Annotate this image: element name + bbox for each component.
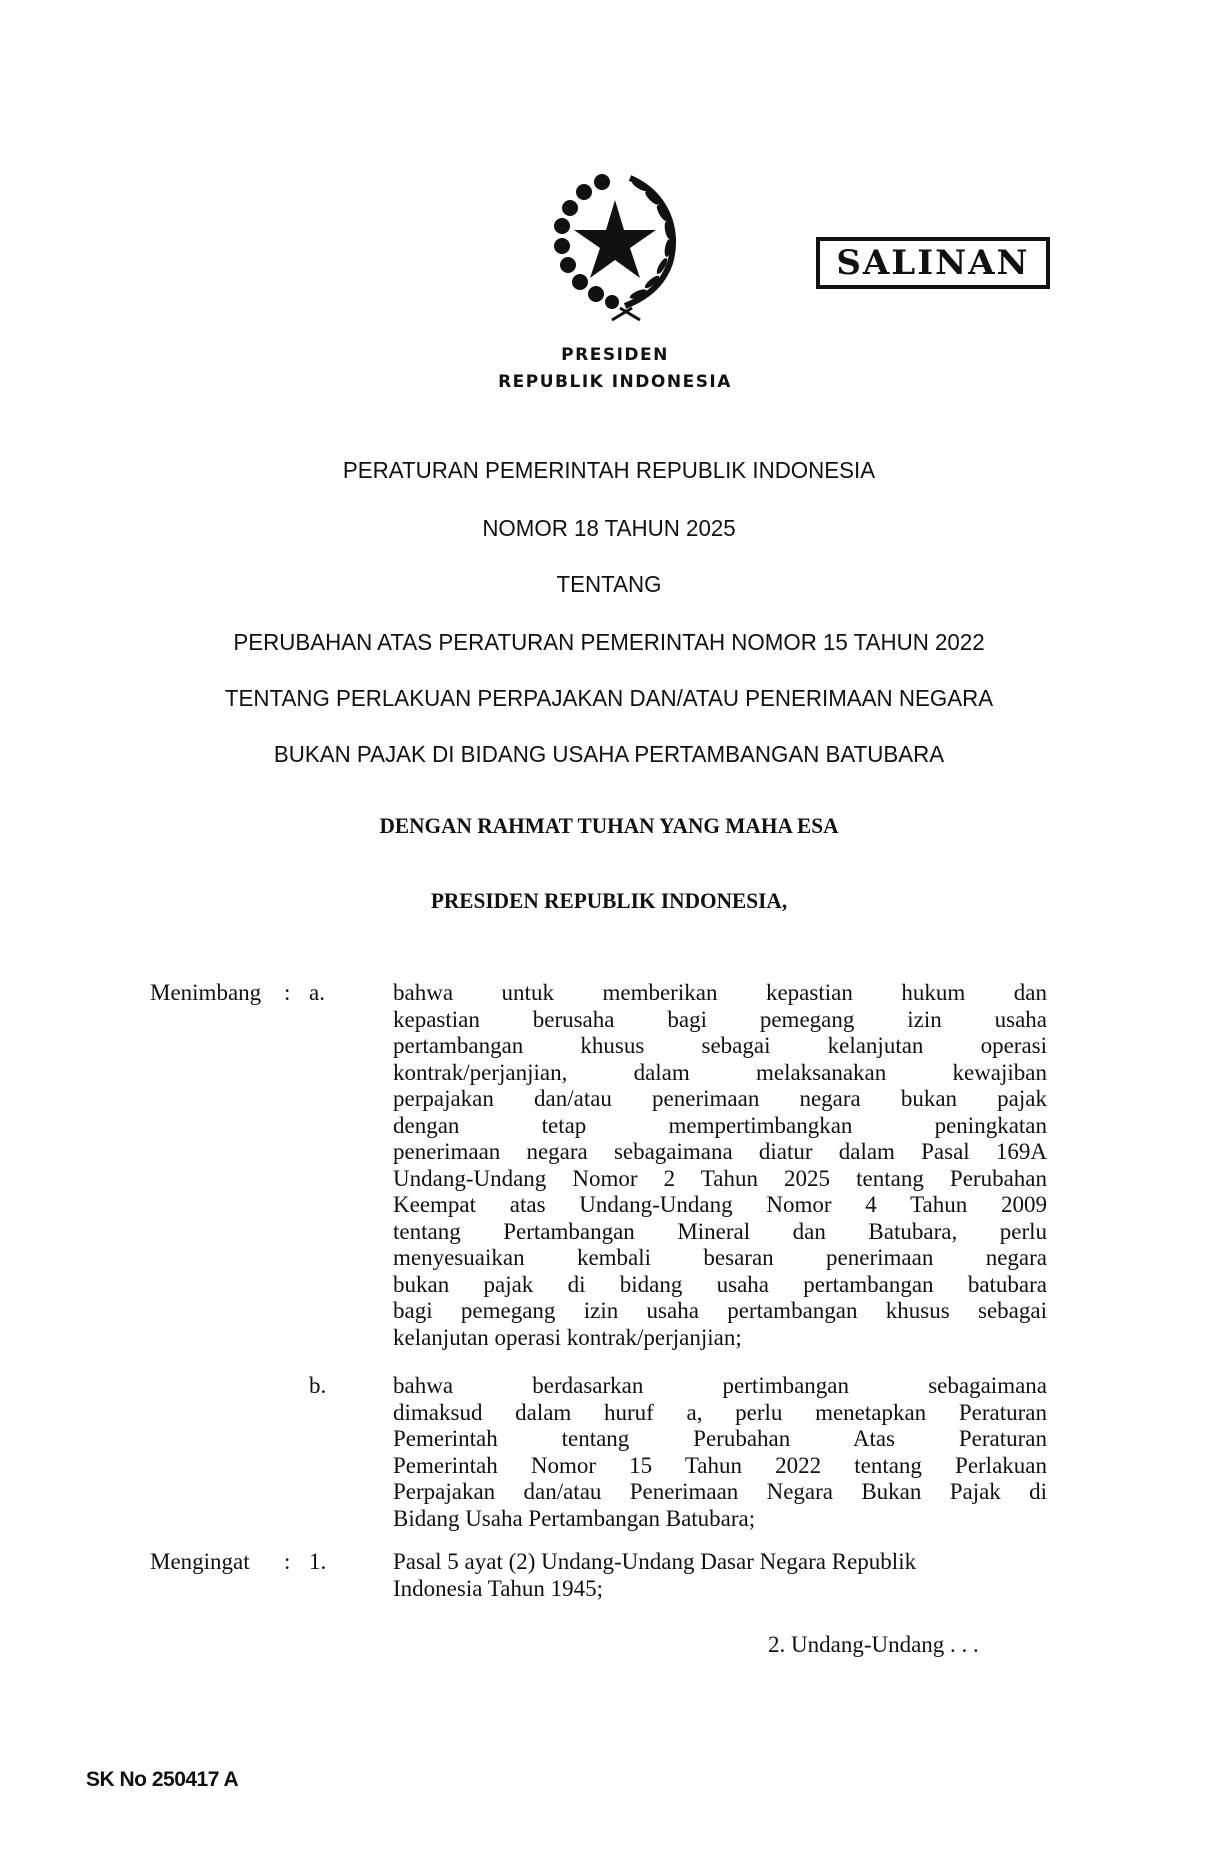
- mengingat-1-text: [393, 1549, 1047, 1602]
- mengingat-label: Mengingat: [150, 1549, 250, 1574]
- text-line: kelanjutan operasi kontrak/perjanjian;: [393, 1324, 742, 1350]
- text-line: Keempat atas Undang-Undang Nomor 4 Tahun 2009: [393, 1192, 1047, 1217]
- text-line: Pemerintah Nomor 15 Tahun 2022 tentang Perlakuan: [393, 1452, 1047, 1478]
- document-serial-code: SK No 250417 A: [86, 1768, 239, 1791]
- page-continuation-catchword: 2. Undang-Undang . . .: [768, 1632, 979, 1657]
- text-line: bukan pajak di bidang usaha pertambangan batubara: [393, 1271, 1047, 1297]
- menimbang-colon: :: [284, 980, 291, 1005]
- salinan-stamp-text: SALINAN: [836, 243, 1030, 283]
- text-line: tentang Pertambangan Mineral dan Batubara, perlu: [393, 1218, 1047, 1244]
- text-line: kepastian berusaha bagi pemegang izin usaha: [393, 1006, 1047, 1032]
- text-line: bahwa berdasarkan pertimbangan sebagaimana: [393, 1373, 1047, 1398]
- mengingat-colon: :: [284, 1549, 291, 1574]
- text-line: Undang-Undang Nomor 2 Tahun 2025 tentang Perubahan: [393, 1165, 1047, 1191]
- emblem-caption-presiden: PRESIDEN: [561, 345, 669, 365]
- regulation-subject-line-2: TENTANG PERLAKUAN PERPAJAKAN DAN/ATAU PENERIMAAN NEGARA: [224, 685, 994, 711]
- regulation-number: NOMOR 18 TAHUN 2025: [482, 515, 736, 541]
- regulation-tentang: TENTANG: [556, 571, 662, 597]
- regulation-title: PERATURAN PEMERINTAH REPUBLIK INDONESIA: [342, 457, 876, 483]
- text-line: Pasal 5 ayat (2) Undang-Undang Dasar Negara Republik: [393, 1549, 917, 1574]
- emblem-caption-republik-indonesia: REPUBLIK INDONESIA: [498, 372, 732, 392]
- text-line: kontrak/perjanjian, dalam melaksanakan kewajiban: [393, 1059, 1047, 1085]
- text-line: dimaksud dalam huruf a, perlu menetapkan Peraturan: [393, 1399, 1047, 1425]
- mengingat-1-marker: 1.: [309, 1549, 327, 1574]
- text-line: penerimaan negara sebagaimana diatur dalam Pasal 169A: [393, 1139, 1047, 1164]
- text-line: bagi pemegang izin usaha pertambangan khusus sebagai: [393, 1298, 1047, 1323]
- salinan-stamp: [816, 237, 1050, 289]
- presidential-emblem-icon: [540, 168, 690, 323]
- text-line: pertambangan khusus sebagai kelanjutan operasi: [393, 1033, 1047, 1058]
- text-line: menyesuaikan kembali besaran penerimaan negara: [393, 1245, 1047, 1270]
- text-line: dengan tetap mempertimbangkan peningkatan: [393, 1112, 1047, 1138]
- issuer: PRESIDEN REPUBLIK INDONESIA,: [430, 888, 788, 913]
- invocation: DENGAN RAHMAT TUHAN YANG MAHA ESA: [379, 813, 839, 838]
- text-line: bahwa untuk memberikan kepastian hukum dan: [393, 980, 1047, 1005]
- text-line: perpajakan dan/atau penerimaan negara bukan pajak: [393, 1086, 1047, 1111]
- text-line: Pemerintah tentang Perubahan Atas Peraturan: [393, 1426, 1047, 1451]
- menimbang-a-text: [393, 980, 1047, 1351]
- menimbang-b-text: [393, 1373, 1047, 1532]
- menimbang-a-marker: a.: [309, 980, 325, 1005]
- text-line: Perpajakan dan/atau Penerimaan Negara Bukan Pajak di: [393, 1479, 1047, 1504]
- menimbang-b-marker: b.: [309, 1373, 327, 1398]
- text-line: Bidang Usaha Pertambangan Batubara;: [393, 1505, 756, 1531]
- regulation-subject-line-3: BUKAN PAJAK DI BIDANG USAHA PERTAMBANGAN BATUBARA: [273, 741, 945, 767]
- regulation-subject-line-1: PERUBAHAN ATAS PERATURAN PEMERINTAH NOMOR 15 TAHUN 2022: [233, 629, 985, 655]
- menimbang-label: Menimbang: [150, 980, 262, 1005]
- text-line: Indonesia Tahun 1945;: [393, 1575, 604, 1601]
